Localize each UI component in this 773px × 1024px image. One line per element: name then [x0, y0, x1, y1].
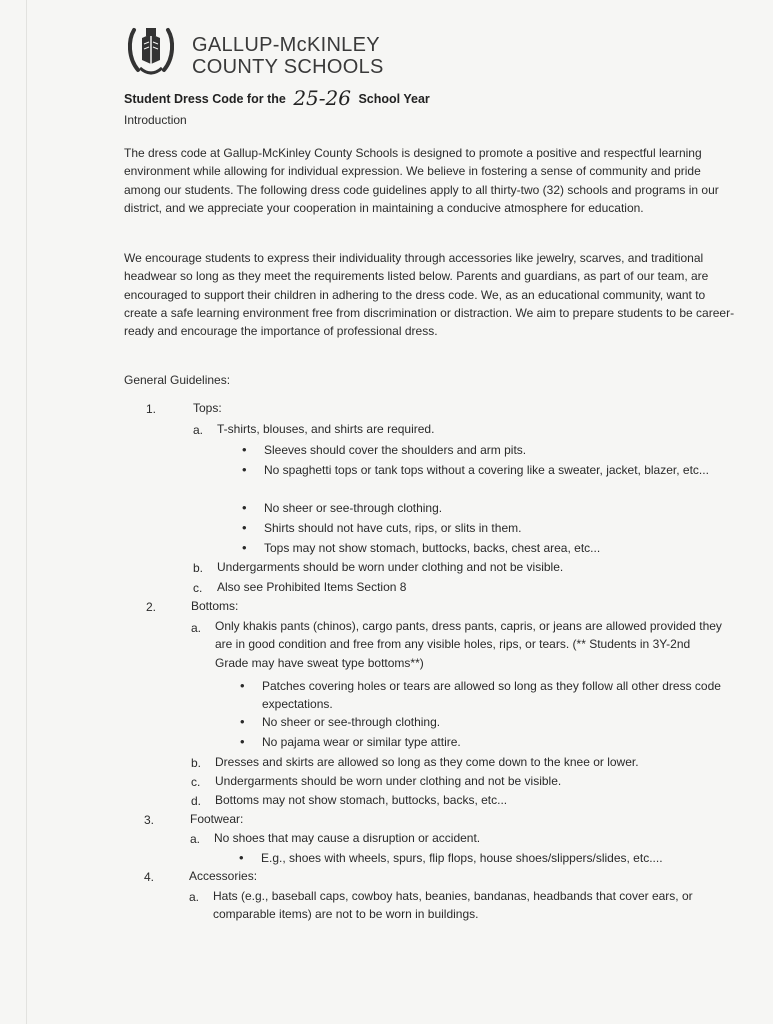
s1-a-bullet-1: • — [242, 442, 247, 457]
organization-name — [192, 34, 384, 78]
intro-heading: Introduction — [124, 113, 187, 127]
intro-paragraph-2: We encourage students to express their individuality through accessories like jewelry, scarves, and traditional headwear so long as they meet the requirements listed below. Parents and guardians, as part of our team, are encouraged to support their children in adhering to the dress code. We, as an educational community, want to create a safe learning environment free from discrimination or distraction. We aim to prepare students to be career-ready and encourage the importance of professional dress. — [124, 251, 735, 339]
s1-a-sub-2: No spaghetti tops or tank tops without a covering like a sweater, jacket, blazer, etc... — [264, 463, 709, 477]
scan-edge-line — [26, 0, 27, 1024]
s2-letter-d: d. — [191, 794, 202, 808]
s1-a-sub-3: No sheer or see-through clothing. — [264, 501, 443, 515]
section-2-number: 2. — [146, 600, 157, 614]
guidelines-heading: General Guidelines: — [124, 373, 231, 387]
section-4-title: Accessories: — [189, 869, 258, 883]
s2-item-a: Only khakis pants (chinos), cargo pants, dress pants, capris, or jeans are allowed provided they are in good condition and free from any visible holes, rips, or tears. (** Students in 3Y-2nd Grade may have sweat type bottoms**) — [215, 619, 722, 670]
s1-a-bullet-4: • — [242, 520, 247, 535]
s1-letter-a: a. — [193, 423, 204, 437]
s4-letter-a: a. — [189, 890, 200, 904]
s2-item-c: Undergarments should be worn under clothing and not be visible. — [215, 774, 562, 788]
s2-a-sub-1: Patches covering holes or tears are allowed so long as they follow all other dress code expectations. — [262, 679, 721, 712]
section-3-number: 3. — [144, 813, 155, 827]
document-title — [124, 84, 430, 108]
org-name-line2: COUNTY SCHOOLS — [192, 56, 384, 78]
s2-letter-b: b. — [191, 756, 202, 770]
section-1-number: 1. — [146, 402, 157, 416]
s2-letter-c: c. — [191, 775, 201, 789]
s2-a-bullet-2: • — [240, 714, 245, 729]
s1-a-bullet-3: • — [242, 500, 247, 515]
s2-a-bullet-3: • — [240, 734, 245, 749]
s1-item-c: Also see Prohibited Items Section 8 — [217, 580, 407, 594]
s2-item-d: Bottoms may not show stomach, buttocks, backs, etc... — [215, 793, 508, 807]
section-1-title: Tops: — [193, 401, 222, 415]
s3-item-a: No shoes that may cause a disruption or accident. — [214, 831, 481, 845]
handwritten-year: 25-26 — [293, 86, 351, 110]
s1-a-bullet-5: • — [242, 540, 247, 555]
org-name-line1: GALLUP-McKINLEY — [192, 34, 380, 56]
s2-item-b: Dresses and skirts are allowed so long as they come down to the knee or lower. — [215, 755, 639, 769]
s2-a-bullet-1: • — [240, 678, 245, 693]
title-after: School Year — [358, 92, 430, 106]
s1-letter-c: c. — [193, 581, 203, 595]
s3-letter-a: a. — [190, 832, 201, 846]
s1-item-b: Undergarments should be worn under clothing and not be visible. — [217, 560, 564, 574]
intro-paragraph-1: The dress code at Gallup-McKinley County Schools is designed to promote a positive and respectful learning environment while allowing for individual expression. We believe in fostering a sense of community and pride among our students. The following dress code guidelines apply to all thirty-two (32) schools and programs in our district, and we appreciate your cooperation in maintaining a conducive atmosphere for education. — [124, 146, 719, 215]
s2-a-sub-2: No sheer or see-through clothing. — [262, 715, 441, 729]
s1-a-sub-5: Tops may not show stomach, buttocks, backs, chest area, etc... — [264, 541, 601, 555]
s1-letter-b: b. — [193, 561, 204, 575]
s3-a-bullet-1: • — [239, 850, 244, 865]
s1-a-sub-1: Sleeves should cover the shoulders and arm pits. — [264, 443, 527, 457]
s1-a-sub-4: Shirts should not have cuts, rips, or slits in them. — [264, 521, 522, 535]
s2-letter-a: a. — [191, 621, 202, 635]
s1-item-a: T-shirts, blouses, and shirts are required. — [217, 422, 435, 436]
district-logo-icon — [126, 24, 176, 80]
section-4-number: 4. — [144, 870, 155, 884]
title-before: Student Dress Code for the — [124, 92, 286, 106]
s2-a-sub-3: No pajama wear or similar type attire. — [262, 735, 461, 749]
s3-a-sub-1: E.g., shoes with wheels, spurs, flip flops, house shoes/slippers/slides, etc.... — [261, 851, 663, 865]
section-2-title: Bottoms: — [191, 599, 239, 613]
s4-item-a: Hats (e.g., baseball caps, cowboy hats, beanies, bandanas, headbands that cover ears, or comparable items) are not to be worn in buildings. — [213, 889, 693, 922]
section-3-title: Footwear: — [190, 812, 244, 826]
s1-a-bullet-2: • — [242, 462, 247, 477]
